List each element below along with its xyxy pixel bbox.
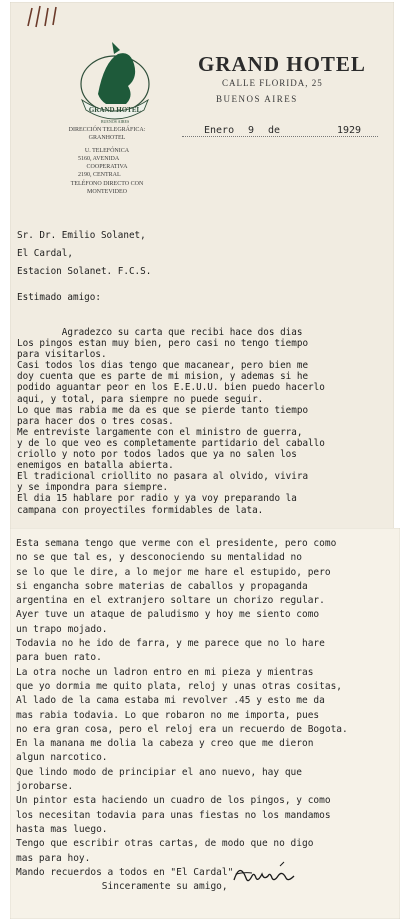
body-line: y se impondra para siempre. bbox=[17, 482, 169, 494]
recipient-line: Sr. Dr. Emilio Solanet, bbox=[17, 230, 146, 241]
body-line: se lo que le dire, a lo mejor me hare el estupido, pero bbox=[16, 566, 331, 578]
contact-line: TELÉFONO DIRECTO CON bbox=[70, 180, 144, 187]
crest-ribbon-text: GRAND HOTEL bbox=[88, 106, 142, 114]
body-line: para visitarlos. bbox=[17, 349, 107, 361]
body-line: doy cuenta que es parte de mi mision, y ademas si he bbox=[17, 371, 309, 383]
hotel-address-street: CALLE FLORIDA, 25 bbox=[222, 78, 323, 88]
body-line: hasta mas luego. bbox=[16, 823, 108, 835]
body-line: aqui, y total, para siempre no puede seguir. bbox=[17, 393, 264, 405]
date-dotted-rule bbox=[182, 136, 378, 137]
body-line: El tradicional criollito no pasara al olvido, vivira bbox=[17, 471, 309, 483]
body-line: Me entreviste largamente con el ministro de guerra, bbox=[17, 426, 303, 438]
body-line: podido aguantar peor en los E.E.U.U. bien puedo hacerlo bbox=[17, 382, 325, 394]
contact-line: U. TELEFÓNICA bbox=[84, 147, 130, 154]
body-line: enemigos en batalla abierta. bbox=[17, 460, 174, 472]
contact-line: 2190, CENTRAL bbox=[78, 172, 121, 179]
contact-block bbox=[52, 126, 162, 196]
body-line: mas rabia todavia. Lo que robaron no me importa, pues bbox=[16, 709, 320, 721]
body-line: Casi todos los dias tengo que macanear, pero bien me bbox=[17, 360, 309, 372]
body-line: los necesitan todavia para unas fiestas no los mandamos bbox=[16, 809, 331, 821]
body-line: La otra noche un ladron entro en mi pieza y mientras bbox=[16, 666, 314, 678]
body-line: En la manana me dolia la cabeza y creo que me dieron bbox=[16, 738, 314, 750]
body-line: Todavia no he ido de farra, y me parece que no lo hare bbox=[16, 638, 325, 650]
hotel-name: GRAND HOTEL bbox=[198, 52, 366, 76]
date-month: Enero bbox=[204, 125, 235, 136]
handwritten-signature bbox=[230, 858, 300, 890]
hotel-crest-logo bbox=[74, 34, 156, 126]
date-line bbox=[182, 126, 378, 140]
body-line: y de lo que veo es completamente partidario del caballo bbox=[17, 437, 325, 449]
body-line: Sinceramente su amigo, bbox=[16, 881, 228, 893]
body-line: Un pintor esta haciendo un cuadro de los pingos, y como bbox=[16, 795, 331, 807]
body-line: Que lindo modo de principiar el ano nuevo, hay que bbox=[16, 766, 302, 778]
hotel-address-city: BUENOS AIRES bbox=[216, 94, 298, 104]
body-line: para buen rato. bbox=[16, 652, 102, 664]
body-line: campana con proyectiles formidables de lata. bbox=[17, 504, 264, 516]
body-line: algun narcotico. bbox=[16, 752, 108, 764]
body-line: criollo y noto por todos lados que ya no salen los bbox=[17, 449, 297, 461]
body-line: un trapo mojado. bbox=[16, 623, 108, 635]
recipient-line: El Cardal, bbox=[17, 248, 73, 259]
contact-line: DIRECCIÓN TELEGRÁFICA: bbox=[68, 127, 146, 133]
body-line: Lo que mas rabia me da es que se pierde tanto tiempo bbox=[17, 404, 309, 416]
body-line: si engancha sobre materias de caballos y propaganda bbox=[16, 580, 308, 592]
body-line: El dia 15 hablare por radio y ya voy preparando la bbox=[17, 493, 297, 505]
contact-line: 5160, AVENIDA bbox=[78, 155, 120, 162]
date-year: 1929 bbox=[337, 125, 362, 136]
body-line: Al lado de la cama estaba mi revolver .45 y esto me da bbox=[16, 695, 325, 707]
body-line: para hacer dos o tres cosas. bbox=[17, 415, 174, 427]
body-line: argentina en el extranjero soltare un chorizo regular. bbox=[16, 595, 325, 607]
greeting: Estimado amigo: bbox=[17, 292, 101, 303]
body-line: Esta semana tengo que verme con el presidente, pero como bbox=[16, 538, 337, 549]
body-line: no se que tal es, y desconociendo su mentalidad no bbox=[16, 552, 302, 564]
body-line: Mando recuerdos a todos en "El Cardal". bbox=[16, 866, 240, 878]
body-line: Los pingos estan muy bien, pero casi no tengo tiempo bbox=[17, 338, 309, 350]
crest-sub-text: BUENOS AIRES bbox=[100, 119, 130, 124]
page1-body bbox=[17, 327, 325, 516]
body-line: Agradezco su carta que recibi hace dos dias bbox=[17, 327, 303, 338]
contact-line: COOPERATIVA bbox=[86, 164, 128, 171]
handwritten-marks bbox=[18, 2, 78, 32]
body-line: Ayer tuve un ataque de paludismo y hoy me siento como bbox=[16, 609, 320, 621]
recipient-line: Estacion Solanet. F.C.S. bbox=[17, 266, 152, 277]
body-line: jorobarse. bbox=[16, 781, 74, 793]
body-line: mas para hoy. bbox=[16, 852, 91, 864]
date-de: de bbox=[268, 125, 281, 136]
body-line: Tengo que escribir otras cartas, de modo que no digo bbox=[16, 838, 314, 850]
contact-line: MONTEVIDEO bbox=[87, 189, 127, 196]
page2-body bbox=[16, 537, 348, 894]
contact-line: GRANHOTEL bbox=[88, 135, 126, 142]
date-day: 9 bbox=[248, 125, 255, 136]
body-line: que yo dormia me quito plata, reloj y unas otras cositas, bbox=[16, 680, 343, 692]
body-line: no era gran cosa, pero el reloj era un recuerdo de Bogota. bbox=[16, 723, 348, 735]
